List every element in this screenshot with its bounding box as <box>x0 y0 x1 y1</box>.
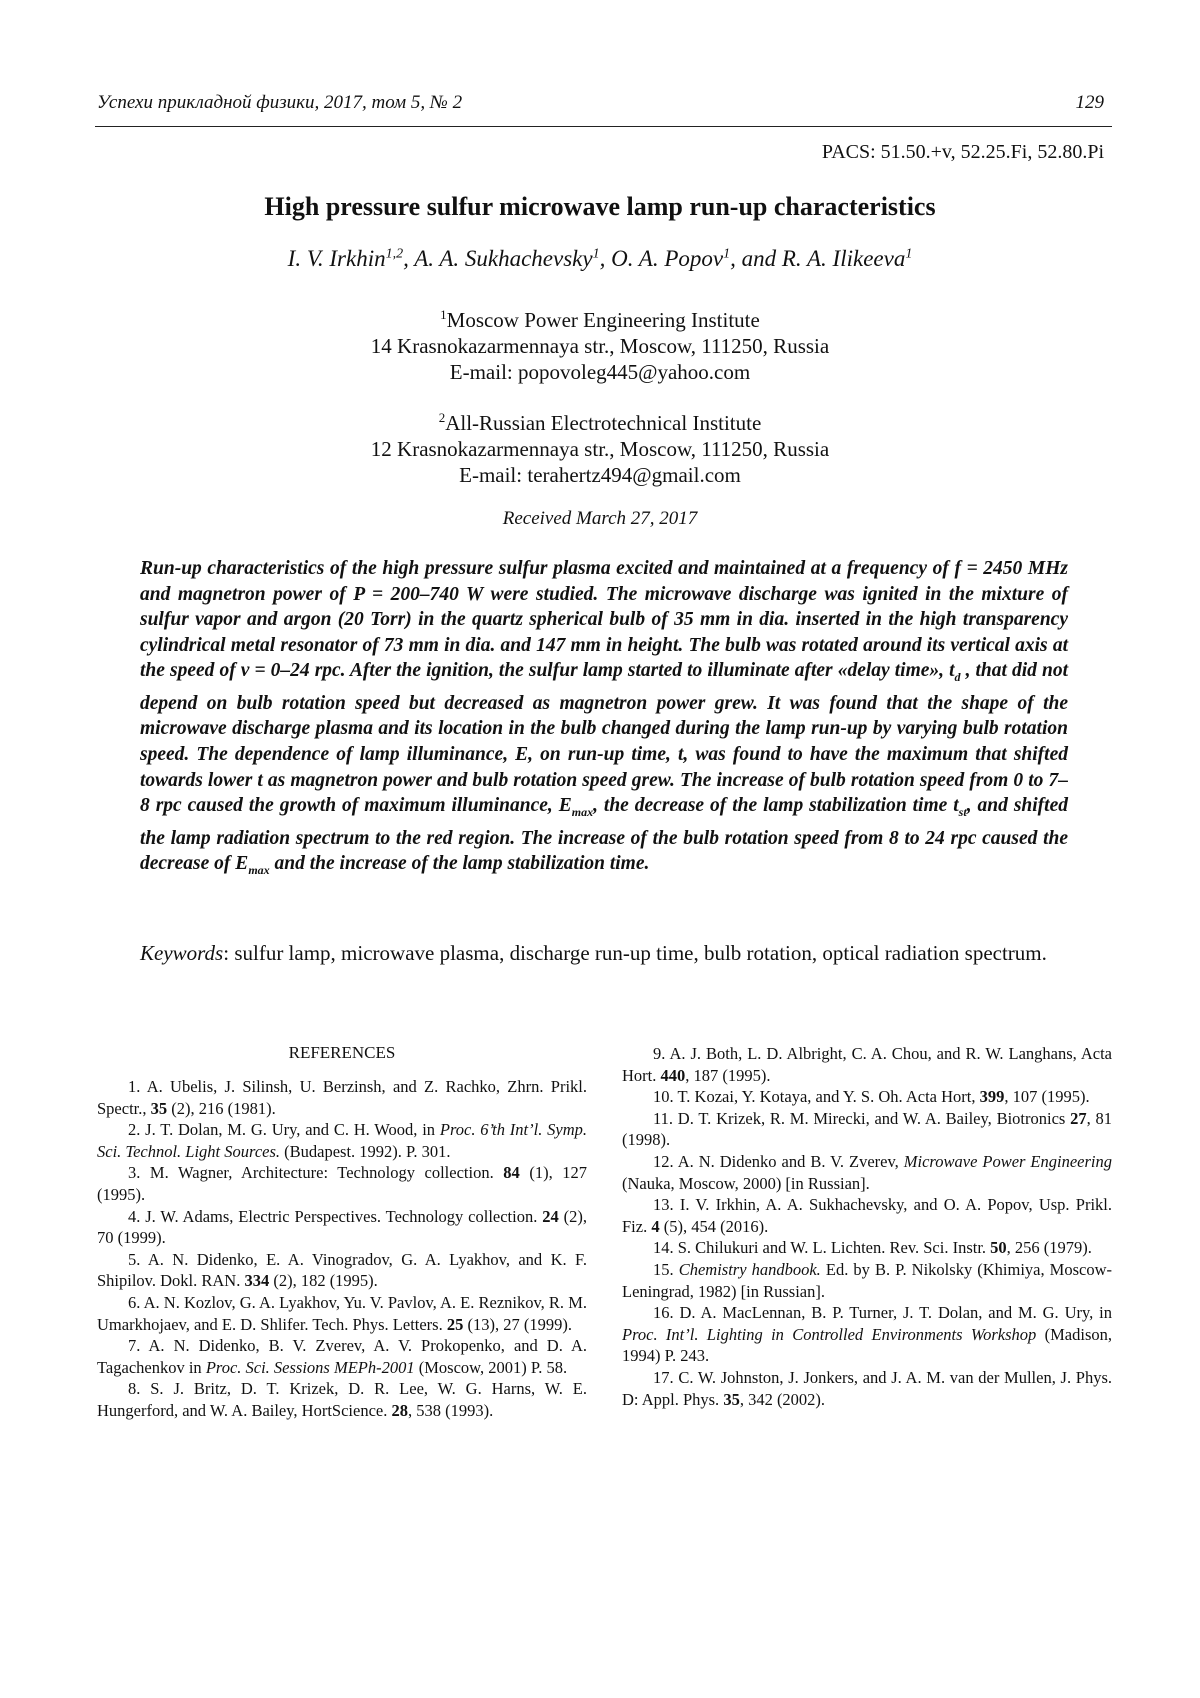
abstract-subscript: max <box>571 805 594 820</box>
reference-segment: , 107 (1995). <box>1004 1087 1090 1107</box>
abstract-text: Run-up characteristics of the high pressure sulfur plasma excited and maintained at a frequency of f = 2450 MHz and magnetron power of P = 200–740 W were studied. The microwave discharge was ignited in the mixture of sulfur vapor and argon (20 Torr) in the quartz spherical bulb of 35 mm in dia. inserted in the high transparency cylindrical metal resonator of 73 mm in dia. and 147 mm in height. The bulb was rotated around its vertical axis at the speed of v = 0–24 rpc. After the ignition, the sulfur lamp started to illuminate after «delay time», t <box>140 558 1068 682</box>
pacs-codes: PACS: 51.50.+v, 52.25.Fi, 52.80.Pi <box>821 141 1104 163</box>
reference-segment: 4. J. W. Adams, Electric Perspectives. Technology collection. <box>128 1206 543 1226</box>
reference-segment: 25 <box>446 1314 464 1334</box>
reference-segment: 9. A. J. Both, L. D. Albright, C. A. Chou, and R. W. Langhans, Acta Hort. <box>622 1044 1112 1085</box>
reference-segment: 35 <box>150 1098 168 1118</box>
author-name: A. A. Sukhachevsky <box>414 246 593 271</box>
affiliation-email: E-mail: popovoleg445@yahoo.com <box>449 360 751 384</box>
page-number: 129 <box>1075 92 1104 113</box>
reference-item <box>622 1302 1112 1367</box>
reference-segment: Ed. by B. P. Nikolsky (Khimiya, Moscow-Leningrad, 1982) [in Russian]. <box>622 1259 1113 1301</box>
reference-segment: 3. M. Wagner, Architecture: Technology collection. <box>128 1163 504 1183</box>
references-right-column <box>622 1043 1112 1410</box>
reference-item <box>97 1076 587 1119</box>
reference-segment: 50 <box>990 1238 1007 1258</box>
reference-segment: (2), 182 (1995). <box>269 1271 378 1291</box>
reference-segment: 334 <box>244 1271 270 1291</box>
author-affil-mark: 1 <box>905 246 913 262</box>
received-date: Received March 27, 2017 <box>502 508 698 529</box>
references-heading: REFERENCES <box>288 1043 396 1062</box>
author-affil-mark: 1,2 <box>385 246 404 262</box>
reference-segment: 35 <box>723 1389 740 1409</box>
reference-item <box>622 1151 1112 1194</box>
reference-segment: 17. C. W. Johnston, J. Jonkers, and J. A. M. van der Mullen, J. Phys. D: Appl. Phys. <box>622 1367 1112 1409</box>
reference-item <box>622 1367 1112 1410</box>
reference-item <box>97 1378 587 1421</box>
reference-segment: Chemistry handbook. <box>678 1259 821 1279</box>
abstract-text: , the decrease of the lamp stabilization time t <box>593 795 959 817</box>
reference-segment: (2), 70 (1999). <box>97 1206 587 1248</box>
reference-item <box>97 1335 587 1378</box>
reference-item <box>622 1194 1112 1237</box>
reference-segment: 24 <box>542 1206 559 1226</box>
affiliation-mark: 2 <box>438 410 446 425</box>
reference-segment: , 256 (1979). <box>1006 1238 1092 1258</box>
abstract-subscript: max <box>248 863 270 878</box>
abstract-text: and the increase of the lamp stabilization time. <box>269 853 650 875</box>
institute-name: All-Russian Electrotechnical Institute <box>445 411 762 435</box>
reference-segment: 7. A. N. Didenko, B. V. Zverev, A. V. Prokopenko, and D. A. Tagachenkov in <box>97 1336 587 1377</box>
affiliation-email: E-mail: terahertz494@gmail.com <box>459 463 741 487</box>
author-list: I. V. Irkhin$^{1,2}$, A. A. Sukhachevsky$^1$, O. A. Popov$^1$, and R. A. Ilikeeva$^1$ <box>287 246 913 271</box>
affiliation-address: 12 Krasnokazarmennaya str., Moscow, 111250, Russia <box>370 437 830 461</box>
reference-segment: 16. D. A. MacLennan, B. P. Turner, J. T. Dolan, and M. G. Ury, in <box>653 1303 1112 1323</box>
paper-title: High pressure sulfur microwave lamp run-up characteristics <box>264 192 936 221</box>
reference-item <box>622 1259 1112 1302</box>
reference-item <box>622 1043 1112 1086</box>
reference-segment: Proc. Int’l. Lighting in Controlled Environments Workshop <box>622 1324 1037 1344</box>
reference-segment: 6. A. N. Kozlov, G. A. Lyakhov, Yu. V. Pavlov, A. E. Reznikov, R. M. Umarkhojaev, and E. D. Shlifer. Tech. Phys. Letters. <box>97 1292 587 1334</box>
reference-segment: , 342 (2002). <box>739 1389 826 1409</box>
reference-segment: , 187 (1995). <box>685 1065 771 1085</box>
abstract-text: , and shifted the lamp radiation spectrum to the red region. The increase of the bulb rotation speed from 8 to 24 rpc caused the decrease of E <box>140 795 1068 875</box>
institute-name: Moscow Power Engineering Institute <box>446 308 760 332</box>
reference-segment: 399 <box>979 1087 1005 1107</box>
reference-item <box>97 1292 587 1335</box>
author-name: I. V. Irkhin <box>287 246 386 271</box>
author-name: O. A. Popov <box>611 246 724 271</box>
reference-item <box>622 1108 1112 1151</box>
author-affil-mark: 1 <box>723 246 731 262</box>
affiliation-mark: 1 <box>440 307 447 322</box>
keywords-label: Keywords <box>140 941 224 965</box>
reference-segment: 12. A. N. Didenko and B. V. Zverev, <box>653 1151 904 1171</box>
abstract-text: , that did not depend on bulb rotation speed but decreased as magnetron power grew. It was found that the shape of the microwave discharge plasma and its location in the bulb changed during the lamp run-up by varying bulb rotation speed. The dependence of lamp illuminance, E, on run-up time, t, was found to have the maximum that shifted towards lower t as magnetron power and bulb rotation speed grew. The increase of bulb rotation speed from 0 to 7–8 rpc caused the growth of maximum illuminance, E <box>140 660 1068 817</box>
reference-segment: 27 <box>1070 1108 1087 1128</box>
reference-segment: (5), 454 (2016). <box>659 1216 769 1236</box>
reference-segment: 13. I. V. Irkhin, A. A. Sukhachevsky, and O. A. Popov, Usp. Prikl. Fiz. <box>622 1195 1112 1236</box>
reference-segment: (Madison, 1994) P. 243. <box>622 1324 1112 1366</box>
reference-item <box>622 1086 1112 1108</box>
reference-segment: (13), 27 (1999). <box>463 1314 572 1334</box>
author-affil-mark: 1 <box>592 246 600 262</box>
reference-segment: (Nauka, Moscow, 2000) [in Russian]. <box>622 1173 870 1193</box>
reference-segment: (2), 216 (1981). <box>167 1098 276 1118</box>
header-rule <box>95 126 1112 127</box>
reference-segment: 8. S. J. Britz, D. T. Krizek, D. R. Lee, W. G. Harns, W. E. Hungerford, and W. A. Bailey, HortScience. <box>97 1379 587 1420</box>
reference-segment: Microwave Power Engineering <box>903 1151 1112 1171</box>
reference-segment: 5. A. N. Didenko, E. A. Vinogradov, G. A. Lyakhov, and K. F. Shipilov. Dokl. RAN. <box>97 1249 587 1291</box>
reference-segment: , 538 (1993). <box>408 1400 494 1420</box>
reference-segment: 440 <box>660 1065 686 1085</box>
reference-segment: Proc. 6’th Int’l. Symp. Sci. Technol. Light Sources. <box>97 1120 587 1161</box>
reference-item <box>97 1162 587 1205</box>
reference-segment: (Moscow, 2001) P. 58. <box>414 1357 568 1377</box>
reference-item <box>97 1206 587 1249</box>
author-name: R. A. Ilikeeva <box>781 246 906 271</box>
reference-segment: 84 <box>503 1163 520 1183</box>
reference-segment: 2. J. T. Dolan, M. G. Ury, and C. H. Wood, in <box>128 1120 440 1140</box>
reference-segment: 4 <box>651 1216 660 1236</box>
keywords-text: : sulfur lamp, microwave plasma, discharge run-up time, bulb rotation, optical radiation spectrum. <box>223 941 1047 965</box>
reference-segment: 1. A. Ubelis, J. Silinsh, U. Berzinsh, and Z. Rachko, Zhrn. Prikl. Spectr., <box>97 1077 587 1118</box>
affiliation-institute <box>0 405 1200 436</box>
affiliation-2 <box>0 405 1200 488</box>
reference-segment: 10. T. Kozai, Y. Kotaya, and Y. S. Oh. Acta Hort, <box>653 1087 980 1107</box>
reference-item <box>622 1237 1112 1259</box>
reference-segment: (Budapest. 1992). P. 301. <box>280 1141 451 1161</box>
reference-segment: 15. <box>653 1259 679 1279</box>
reference-segment: (1), 127 (1995). <box>97 1163 587 1204</box>
reference-segment: 14. S. Chilukuri and W. L. Lichten. Rev. Sci. Instr. <box>653 1238 991 1258</box>
reference-segment: Proc. Sci. Sessions MEPh-2001 <box>205 1357 415 1377</box>
abstract-subscript: st <box>958 805 967 820</box>
references-left-column <box>97 1076 587 1422</box>
keywords <box>140 940 1068 966</box>
reference-item <box>97 1249 587 1292</box>
abstract-subscript: d <box>954 670 961 685</box>
reference-item <box>97 1119 587 1162</box>
journal-header: Успехи прикладной физики, 2017, том 5, № 2 <box>97 92 463 113</box>
affiliation-institute <box>0 302 1200 333</box>
reference-segment: 11. D. T. Krizek, R. M. Mirecki, and W. A. Bailey, Biotronics <box>653 1108 1071 1128</box>
reference-segment: 28 <box>391 1400 408 1420</box>
affiliation-1 <box>0 302 1200 385</box>
affiliation-address: 14 Krasnokazarmennaya str., Moscow, 111250, Russia <box>370 334 830 358</box>
reference-segment: , 81 (1998). <box>622 1108 1112 1150</box>
abstract <box>140 556 1068 884</box>
